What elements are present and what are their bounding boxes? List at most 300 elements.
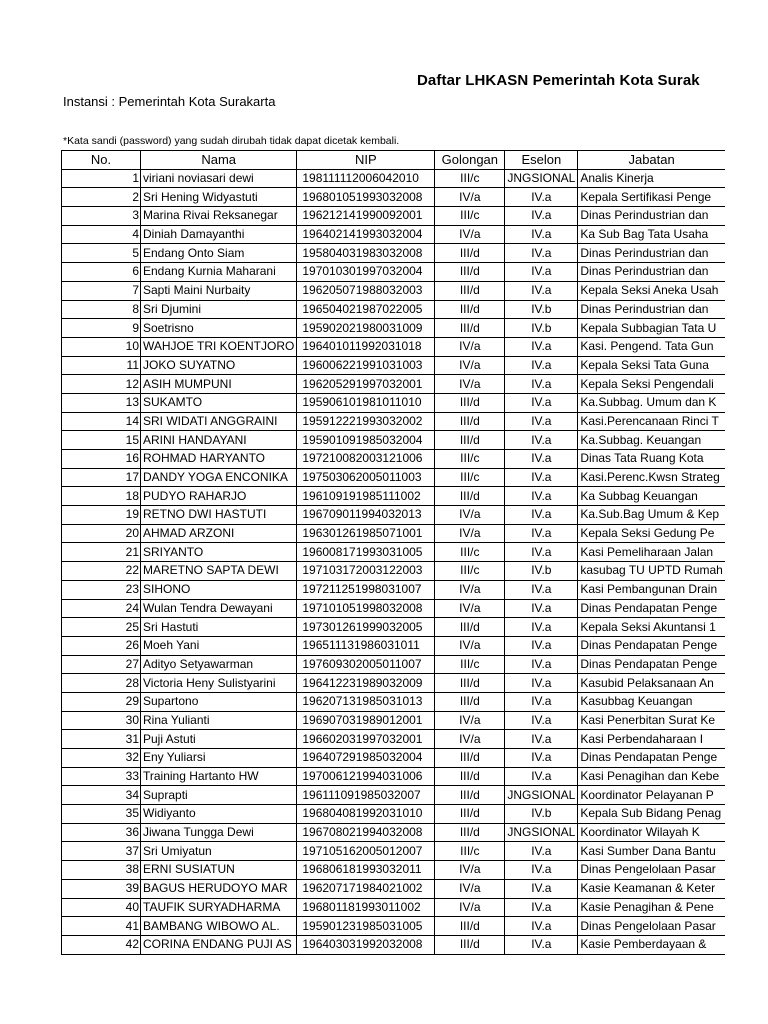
cell-golongan[interactable]: III/d [435, 431, 505, 450]
table-row[interactable] [62, 842, 725, 861]
cell-golongan[interactable]: III/c [435, 207, 505, 226]
cell-golongan[interactable]: IV/a [435, 225, 505, 244]
table-row[interactable] [62, 861, 725, 880]
cell-nama[interactable]: Widiyanto [141, 805, 297, 824]
cell-eselon[interactable]: IV.a [505, 543, 578, 562]
cell-nip[interactable]: 196806181993032011 [297, 861, 435, 880]
cell-eselon[interactable]: IV.a [505, 636, 578, 655]
cell-golongan[interactable]: III/d [435, 767, 505, 786]
cell-golongan[interactable]: IV/a [435, 599, 505, 618]
cell-no[interactable]: 20 [62, 524, 141, 543]
table-row[interactable] [62, 468, 725, 487]
cell-no[interactable]: 24 [62, 599, 141, 618]
table-row[interactable] [62, 711, 725, 730]
table-row[interactable] [62, 618, 725, 637]
table-row[interactable] [62, 506, 725, 525]
cell-nip[interactable]: 196602031997032001 [297, 730, 435, 749]
cell-eselon[interactable]: IV.a [505, 692, 578, 711]
cell-no[interactable]: 34 [62, 786, 141, 805]
cell-no[interactable]: 15 [62, 431, 141, 450]
cell-nip[interactable]: 196401011992031018 [297, 337, 435, 356]
table-row[interactable] [62, 898, 725, 917]
cell-eselon[interactable]: IV.a [505, 375, 578, 394]
cell-no[interactable]: 16 [62, 450, 141, 469]
cell-nama[interactable]: SRI WIDATI ANGGRAINI [141, 412, 297, 431]
cell-eselon[interactable]: IV.a [505, 898, 578, 917]
cell-no[interactable]: 22 [62, 562, 141, 581]
table-row[interactable] [62, 786, 725, 805]
cell-jabatan[interactable]: Analis Kinerja [578, 169, 725, 188]
cell-nip[interactable]: 195912221993032002 [297, 412, 435, 431]
cell-nama[interactable]: viriani noviasari dewi [141, 169, 297, 188]
cell-no[interactable]: 25 [62, 618, 141, 637]
cell-nama[interactable]: Wulan Tendra Dewayani [141, 599, 297, 618]
cell-no[interactable]: 17 [62, 468, 141, 487]
cell-nama[interactable]: Diniah Damayanthi [141, 225, 297, 244]
cell-eselon[interactable]: IV.a [505, 412, 578, 431]
cell-no[interactable]: 36 [62, 823, 141, 842]
cell-no[interactable]: 21 [62, 543, 141, 562]
cell-no[interactable]: 38 [62, 861, 141, 880]
cell-eselon[interactable]: IV.a [505, 207, 578, 226]
cell-nip[interactable]: 196403031992032008 [297, 935, 435, 954]
header-nama[interactable]: Nama [141, 151, 297, 170]
cell-golongan[interactable]: III/d [435, 281, 505, 300]
cell-no[interactable]: 3 [62, 207, 141, 226]
cell-no[interactable]: 1 [62, 169, 141, 188]
header-no[interactable]: No. [62, 151, 141, 170]
cell-nip[interactable]: 197503062005011003 [297, 468, 435, 487]
cell-no[interactable]: 12 [62, 375, 141, 394]
cell-no[interactable]: 13 [62, 393, 141, 412]
cell-nip[interactable]: 196709011994032013 [297, 506, 435, 525]
cell-jabatan[interactable]: Dinas Tata Ruang Kota [578, 450, 725, 469]
cell-eselon[interactable]: IV.a [505, 749, 578, 768]
table-row[interactable] [62, 393, 725, 412]
cell-eselon[interactable]: IV.b [505, 319, 578, 338]
table-row[interactable] [62, 169, 725, 188]
cell-nama[interactable]: ERNI SUSIATUN [141, 861, 297, 880]
cell-golongan[interactable]: III/c [435, 562, 505, 581]
cell-nama[interactable]: SIHONO [141, 580, 297, 599]
cell-jabatan[interactable]: Ka Sub Bag Tata Usaha [578, 225, 725, 244]
cell-nip[interactable]: 196207171984021002 [297, 879, 435, 898]
cell-golongan[interactable]: IV/a [435, 636, 505, 655]
cell-nip[interactable]: 198111112006042010 [297, 169, 435, 188]
cell-eselon[interactable]: IV.a [505, 393, 578, 412]
cell-golongan[interactable]: III/d [435, 487, 505, 506]
cell-jabatan[interactable]: Kasi Sumber Dana Bantu [578, 842, 725, 861]
cell-jabatan[interactable]: Kepala Sertifikasi Penge [578, 188, 725, 207]
table-row[interactable] [62, 487, 725, 506]
cell-no[interactable]: 23 [62, 580, 141, 599]
cell-jabatan[interactable]: Ka Subbag Keuangan [578, 487, 725, 506]
table-row[interactable] [62, 412, 725, 431]
table-row[interactable] [62, 225, 725, 244]
cell-nama[interactable]: SRIYANTO [141, 543, 297, 562]
table-row[interactable] [62, 805, 725, 824]
cell-nama[interactable]: Jiwana Tungga Dewi [141, 823, 297, 842]
table-row[interactable] [62, 636, 725, 655]
cell-nip[interactable]: 197006121994031006 [297, 767, 435, 786]
cell-eselon[interactable]: IV.a [505, 842, 578, 861]
cell-nip[interactable]: 195804031983032008 [297, 244, 435, 263]
cell-nip[interactable]: 196407291985032004 [297, 749, 435, 768]
cell-nip[interactable]: 196008171993031005 [297, 543, 435, 562]
cell-nama[interactable]: Rina Yulianti [141, 711, 297, 730]
table-row[interactable] [62, 655, 725, 674]
cell-golongan[interactable]: III/c [435, 655, 505, 674]
cell-golongan[interactable]: III/d [435, 917, 505, 936]
cell-nama[interactable]: Endang Onto Siam [141, 244, 297, 263]
cell-eselon[interactable]: IV.a [505, 711, 578, 730]
cell-nama[interactable]: Adityo Setyawarman [141, 655, 297, 674]
cell-jabatan[interactable]: Dinas Perindustrian dan [578, 300, 725, 319]
cell-golongan[interactable]: IV/a [435, 711, 505, 730]
cell-jabatan[interactable]: Kepala Seksi Gedung Pe [578, 524, 725, 543]
cell-no[interactable]: 10 [62, 337, 141, 356]
cell-golongan[interactable]: IV/a [435, 356, 505, 375]
cell-no[interactable]: 27 [62, 655, 141, 674]
cell-jabatan[interactable]: Kasi Pembangunan Drain [578, 580, 725, 599]
cell-jabatan[interactable]: Kasi.Perenc.Kwsn Strateg [578, 468, 725, 487]
cell-no[interactable]: 11 [62, 356, 141, 375]
cell-no[interactable]: 39 [62, 879, 141, 898]
cell-jabatan[interactable]: Kepala Seksi Tata Guna [578, 356, 725, 375]
table-row[interactable] [62, 935, 725, 954]
cell-jabatan[interactable]: Kasubbag Keuangan [578, 692, 725, 711]
cell-nip[interactable]: 195902021980031009 [297, 319, 435, 338]
table-row[interactable] [62, 767, 725, 786]
cell-jabatan[interactable]: Ka.Subbag. Umum dan K [578, 393, 725, 412]
cell-eselon[interactable]: IV.a [505, 618, 578, 637]
cell-no[interactable]: 5 [62, 244, 141, 263]
table-row[interactable] [62, 879, 725, 898]
cell-nama[interactable]: WAHJOE TRI KOENTJORO [141, 337, 297, 356]
cell-no[interactable]: 28 [62, 674, 141, 693]
cell-nip[interactable]: 197301261999032005 [297, 618, 435, 637]
cell-nama[interactable]: SUKAMTO [141, 393, 297, 412]
cell-no[interactable]: 4 [62, 225, 141, 244]
cell-eselon[interactable]: IV.b [505, 805, 578, 824]
cell-eselon[interactable]: IV.a [505, 935, 578, 954]
cell-eselon[interactable]: IV.a [505, 281, 578, 300]
cell-golongan[interactable]: IV/a [435, 375, 505, 394]
cell-no[interactable]: 18 [62, 487, 141, 506]
cell-eselon[interactable]: IV.a [505, 337, 578, 356]
cell-nama[interactable]: CORINA ENDANG PUJI AS [141, 935, 297, 954]
cell-no[interactable]: 14 [62, 412, 141, 431]
table-row[interactable] [62, 263, 725, 282]
table-row[interactable] [62, 543, 725, 562]
cell-no[interactable]: 26 [62, 636, 141, 655]
cell-eselon[interactable]: IV.a [505, 487, 578, 506]
cell-eselon[interactable]: IV.a [505, 431, 578, 450]
cell-nama[interactable]: Training Hartanto HW [141, 767, 297, 786]
cell-nip[interactable]: 196006221991031003 [297, 356, 435, 375]
cell-golongan[interactable]: IV/a [435, 879, 505, 898]
table-row[interactable] [62, 356, 725, 375]
cell-jabatan[interactable]: Dinas Pengelolaan Pasar [578, 917, 725, 936]
cell-nama[interactable]: Victoria Heny Sulistyarini [141, 674, 297, 693]
cell-jabatan[interactable]: Kepala Subbagian Tata U [578, 319, 725, 338]
table-row[interactable] [62, 599, 725, 618]
cell-golongan[interactable]: III/d [435, 244, 505, 263]
cell-nip[interactable]: 197105162005012007 [297, 842, 435, 861]
cell-jabatan[interactable]: Ka.Sub.Bag Umum & Kep [578, 506, 725, 525]
cell-nama[interactable]: PUDYO RAHARJO [141, 487, 297, 506]
cell-jabatan[interactable]: Kepala Sub Bidang Penag [578, 805, 725, 824]
cell-no[interactable]: 35 [62, 805, 141, 824]
cell-nama[interactable]: ROHMAD HARYANTO [141, 450, 297, 469]
cell-nama[interactable]: TAUFIK SURYADHARMA [141, 898, 297, 917]
cell-jabatan[interactable]: Kasi Penerbitan Surat Ke [578, 711, 725, 730]
cell-golongan[interactable]: III/d [435, 805, 505, 824]
table-row[interactable] [62, 749, 725, 768]
table-row[interactable] [62, 580, 725, 599]
cell-golongan[interactable]: IV/a [435, 524, 505, 543]
cell-no[interactable]: 8 [62, 300, 141, 319]
cell-jabatan[interactable]: Kasie Keamanan & Keter [578, 879, 725, 898]
cell-golongan[interactable]: III/c [435, 169, 505, 188]
cell-nip[interactable]: 195901231985031005 [297, 917, 435, 936]
cell-nip[interactable]: 196301261985071001 [297, 524, 435, 543]
cell-jabatan[interactable]: Dinas Perindustrian dan [578, 263, 725, 282]
cell-nip[interactable]: 195906101981011010 [297, 393, 435, 412]
cell-nama[interactable]: Eny Yuliarsi [141, 749, 297, 768]
cell-nama[interactable]: Endang Kurnia Maharani [141, 263, 297, 282]
cell-golongan[interactable]: IV/a [435, 861, 505, 880]
cell-nip[interactable]: 196205071988032003 [297, 281, 435, 300]
cell-eselon[interactable]: IV.a [505, 506, 578, 525]
cell-jabatan[interactable]: Koordinator Wilayah K [578, 823, 725, 842]
cell-nama[interactable]: Sri Umiyatun [141, 842, 297, 861]
cell-no[interactable]: 31 [62, 730, 141, 749]
cell-nip[interactable]: 195901091985032004 [297, 431, 435, 450]
table-row[interactable] [62, 692, 725, 711]
table-row[interactable] [62, 431, 725, 450]
cell-nip[interactable]: 196109191985111002 [297, 487, 435, 506]
cell-jabatan[interactable]: Kasi Pemeliharaan Jalan [578, 543, 725, 562]
cell-nama[interactable]: Supartono [141, 692, 297, 711]
cell-golongan[interactable]: IV/a [435, 898, 505, 917]
cell-golongan[interactable]: III/d [435, 674, 505, 693]
cell-nama[interactable]: BAMBANG WIBOWO AL. [141, 917, 297, 936]
cell-nip[interactable]: 197211251998031007 [297, 580, 435, 599]
header-nip[interactable]: NIP [297, 151, 435, 170]
cell-no[interactable]: 40 [62, 898, 141, 917]
cell-eselon[interactable]: IV.a [505, 674, 578, 693]
cell-golongan[interactable]: IV/a [435, 506, 505, 525]
header-jabatan[interactable]: Jabatan [578, 151, 725, 170]
cell-golongan[interactable]: III/d [435, 823, 505, 842]
cell-no[interactable]: 19 [62, 506, 141, 525]
cell-nama[interactable]: Sri Hastuti [141, 618, 297, 637]
cell-eselon[interactable]: IV.a [505, 468, 578, 487]
cell-nama[interactable]: Sapti Maini Nurbaity [141, 281, 297, 300]
cell-eselon[interactable]: IV.b [505, 300, 578, 319]
cell-golongan[interactable]: III/d [435, 319, 505, 338]
table-row[interactable] [62, 319, 725, 338]
cell-golongan[interactable]: III/d [435, 935, 505, 954]
cell-nip[interactable]: 196402141993032004 [297, 225, 435, 244]
cell-jabatan[interactable]: kasubag TU UPTD Rumah [578, 562, 725, 581]
cell-nama[interactable]: ASIH MUMPUNI [141, 375, 297, 394]
cell-golongan[interactable]: III/c [435, 468, 505, 487]
cell-jabatan[interactable]: Ka.Subbag. Keuangan [578, 431, 725, 450]
table-row[interactable] [62, 917, 725, 936]
cell-nip[interactable]: 196504021987022005 [297, 300, 435, 319]
header-eselon[interactable]: Eselon [505, 151, 578, 170]
cell-nip[interactable]: 197210082003121006 [297, 450, 435, 469]
cell-jabatan[interactable]: Kepala Seksi Akuntansi 1 [578, 618, 725, 637]
cell-jabatan[interactable]: Dinas Pendapatan Penge [578, 599, 725, 618]
table-row[interactable] [62, 281, 725, 300]
table-row[interactable] [62, 207, 725, 226]
cell-eselon[interactable]: IV.a [505, 244, 578, 263]
cell-nama[interactable]: Soetrisno [141, 319, 297, 338]
cell-nip[interactable]: 197010301997032004 [297, 263, 435, 282]
cell-nip[interactable]: 196111091985032007 [297, 786, 435, 805]
cell-eselon[interactable]: IV.a [505, 730, 578, 749]
cell-nip[interactable]: 196708021994032008 [297, 823, 435, 842]
cell-no[interactable]: 41 [62, 917, 141, 936]
cell-nip[interactable]: 196412231989032009 [297, 674, 435, 693]
cell-nip[interactable]: 196207131985031013 [297, 692, 435, 711]
header-golongan[interactable]: Golongan [435, 151, 505, 170]
cell-nip[interactable]: 197101051998032008 [297, 599, 435, 618]
cell-jabatan[interactable]: Dinas Perindustrian dan [578, 244, 725, 263]
table-row[interactable] [62, 524, 725, 543]
cell-eselon[interactable]: IV.a [505, 580, 578, 599]
cell-nip[interactable]: 196907031989012001 [297, 711, 435, 730]
cell-golongan[interactable]: III/d [435, 749, 505, 768]
table-row[interactable] [62, 823, 725, 842]
cell-eselon[interactable]: IV.a [505, 225, 578, 244]
cell-jabatan[interactable]: Dinas Pendapatan Penge [578, 749, 725, 768]
cell-jabatan[interactable]: Kasi.Perencanaan Rinci T [578, 412, 725, 431]
cell-eselon[interactable]: JNGSIONAL [505, 786, 578, 805]
cell-nama[interactable]: BAGUS HERUDOYO MAR [141, 879, 297, 898]
cell-no[interactable]: 9 [62, 319, 141, 338]
cell-eselon[interactable]: IV.a [505, 356, 578, 375]
cell-nama[interactable]: ARINI HANDAYANI [141, 431, 297, 450]
cell-jabatan[interactable]: Koordinator Pelayanan P [578, 786, 725, 805]
cell-jabatan[interactable]: Kepala Seksi Pengendali [578, 375, 725, 394]
cell-eselon[interactable]: IV.a [505, 450, 578, 469]
cell-nama[interactable]: Sri Hening Widyastuti [141, 188, 297, 207]
cell-nip[interactable]: 197103172003122003 [297, 562, 435, 581]
cell-nip[interactable]: 196205291997032001 [297, 375, 435, 394]
cell-golongan[interactable]: III/d [435, 412, 505, 431]
cell-eselon[interactable]: IV.a [505, 263, 578, 282]
cell-eselon[interactable]: IV.a [505, 879, 578, 898]
cell-jabatan[interactable]: Kasi. Pengend. Tata Gun [578, 337, 725, 356]
cell-golongan[interactable]: III/c [435, 842, 505, 861]
cell-golongan[interactable]: III/d [435, 692, 505, 711]
cell-no[interactable]: 33 [62, 767, 141, 786]
table-row[interactable] [62, 244, 725, 263]
cell-no[interactable]: 7 [62, 281, 141, 300]
cell-jabatan[interactable]: Kasi Penagihan dan Kebe [578, 767, 725, 786]
cell-jabatan[interactable]: Kepala Seksi Aneka Usah [578, 281, 725, 300]
cell-nip[interactable]: 196801051993032008 [297, 188, 435, 207]
cell-nama[interactable]: MARETNO SAPTA DEWI [141, 562, 297, 581]
cell-no[interactable]: 37 [62, 842, 141, 861]
cell-jabatan[interactable]: Dinas Pendapatan Penge [578, 636, 725, 655]
cell-golongan[interactable]: III/d [435, 300, 505, 319]
cell-golongan[interactable]: III/c [435, 543, 505, 562]
cell-eselon[interactable]: IV.a [505, 655, 578, 674]
cell-nama[interactable]: Marina Rivai Reksanegar [141, 207, 297, 226]
table-row[interactable] [62, 375, 725, 394]
cell-no[interactable]: 42 [62, 935, 141, 954]
cell-golongan[interactable]: IV/a [435, 188, 505, 207]
cell-jabatan[interactable]: Dinas Pengelolaan Pasar [578, 861, 725, 880]
cell-jabatan[interactable]: Dinas Pendapatan Penge [578, 655, 725, 674]
cell-eselon[interactable]: JNGSIONAL [505, 169, 578, 188]
cell-nama[interactable]: Suprapti [141, 786, 297, 805]
cell-nama[interactable]: Sri Djumini [141, 300, 297, 319]
cell-nama[interactable]: Puji Astuti [141, 730, 297, 749]
cell-jabatan[interactable]: Kasi Perbendaharaan I [578, 730, 725, 749]
cell-eselon[interactable]: IV.a [505, 599, 578, 618]
table-row[interactable] [62, 188, 725, 207]
cell-nama[interactable]: DANDY YOGA ENCONIKA [141, 468, 297, 487]
cell-nip[interactable]: 197609302005011007 [297, 655, 435, 674]
cell-no[interactable]: 29 [62, 692, 141, 711]
cell-jabatan[interactable]: Dinas Perindustrian dan [578, 207, 725, 226]
cell-nip[interactable]: 196511131986031011 [297, 636, 435, 655]
cell-eselon[interactable]: JNGSIONAL [505, 823, 578, 842]
table-row[interactable] [62, 337, 725, 356]
cell-golongan[interactable]: III/d [435, 786, 505, 805]
cell-eselon[interactable]: IV.a [505, 861, 578, 880]
cell-no[interactable]: 6 [62, 263, 141, 282]
table-row[interactable] [62, 674, 725, 693]
cell-eselon[interactable]: IV.b [505, 562, 578, 581]
cell-no[interactable]: 32 [62, 749, 141, 768]
cell-no[interactable]: 30 [62, 711, 141, 730]
cell-golongan[interactable]: IV/a [435, 337, 505, 356]
cell-eselon[interactable]: IV.a [505, 767, 578, 786]
table-row[interactable] [62, 300, 725, 319]
cell-golongan[interactable]: IV/a [435, 730, 505, 749]
cell-nama[interactable]: AHMAD ARZONI [141, 524, 297, 543]
cell-golongan[interactable]: III/d [435, 618, 505, 637]
cell-eselon[interactable]: IV.a [505, 917, 578, 936]
cell-eselon[interactable]: IV.a [505, 524, 578, 543]
table-row[interactable] [62, 562, 725, 581]
cell-jabatan[interactable]: Kasie Pemberdayaan & [578, 935, 725, 954]
cell-jabatan[interactable]: Kasie Penagihan & Pene [578, 898, 725, 917]
cell-golongan[interactable]: III/d [435, 393, 505, 412]
cell-nama[interactable]: RETNO DWI HASTUTI [141, 506, 297, 525]
cell-jabatan[interactable]: Kasubid Pelaksanaan An [578, 674, 725, 693]
table-row[interactable] [62, 450, 725, 469]
cell-nip[interactable]: 196212141990092001 [297, 207, 435, 226]
cell-eselon[interactable]: IV.a [505, 188, 578, 207]
cell-nama[interactable]: Moeh Yani [141, 636, 297, 655]
cell-golongan[interactable]: IV/a [435, 580, 505, 599]
cell-no[interactable]: 2 [62, 188, 141, 207]
table-row[interactable] [62, 730, 725, 749]
cell-golongan[interactable]: III/c [435, 450, 505, 469]
cell-nip[interactable]: 196804081992031010 [297, 805, 435, 824]
cell-nama[interactable]: JOKO SUYATNO [141, 356, 297, 375]
cell-golongan[interactable]: III/d [435, 263, 505, 282]
cell-nip[interactable]: 196801181993011002 [297, 898, 435, 917]
